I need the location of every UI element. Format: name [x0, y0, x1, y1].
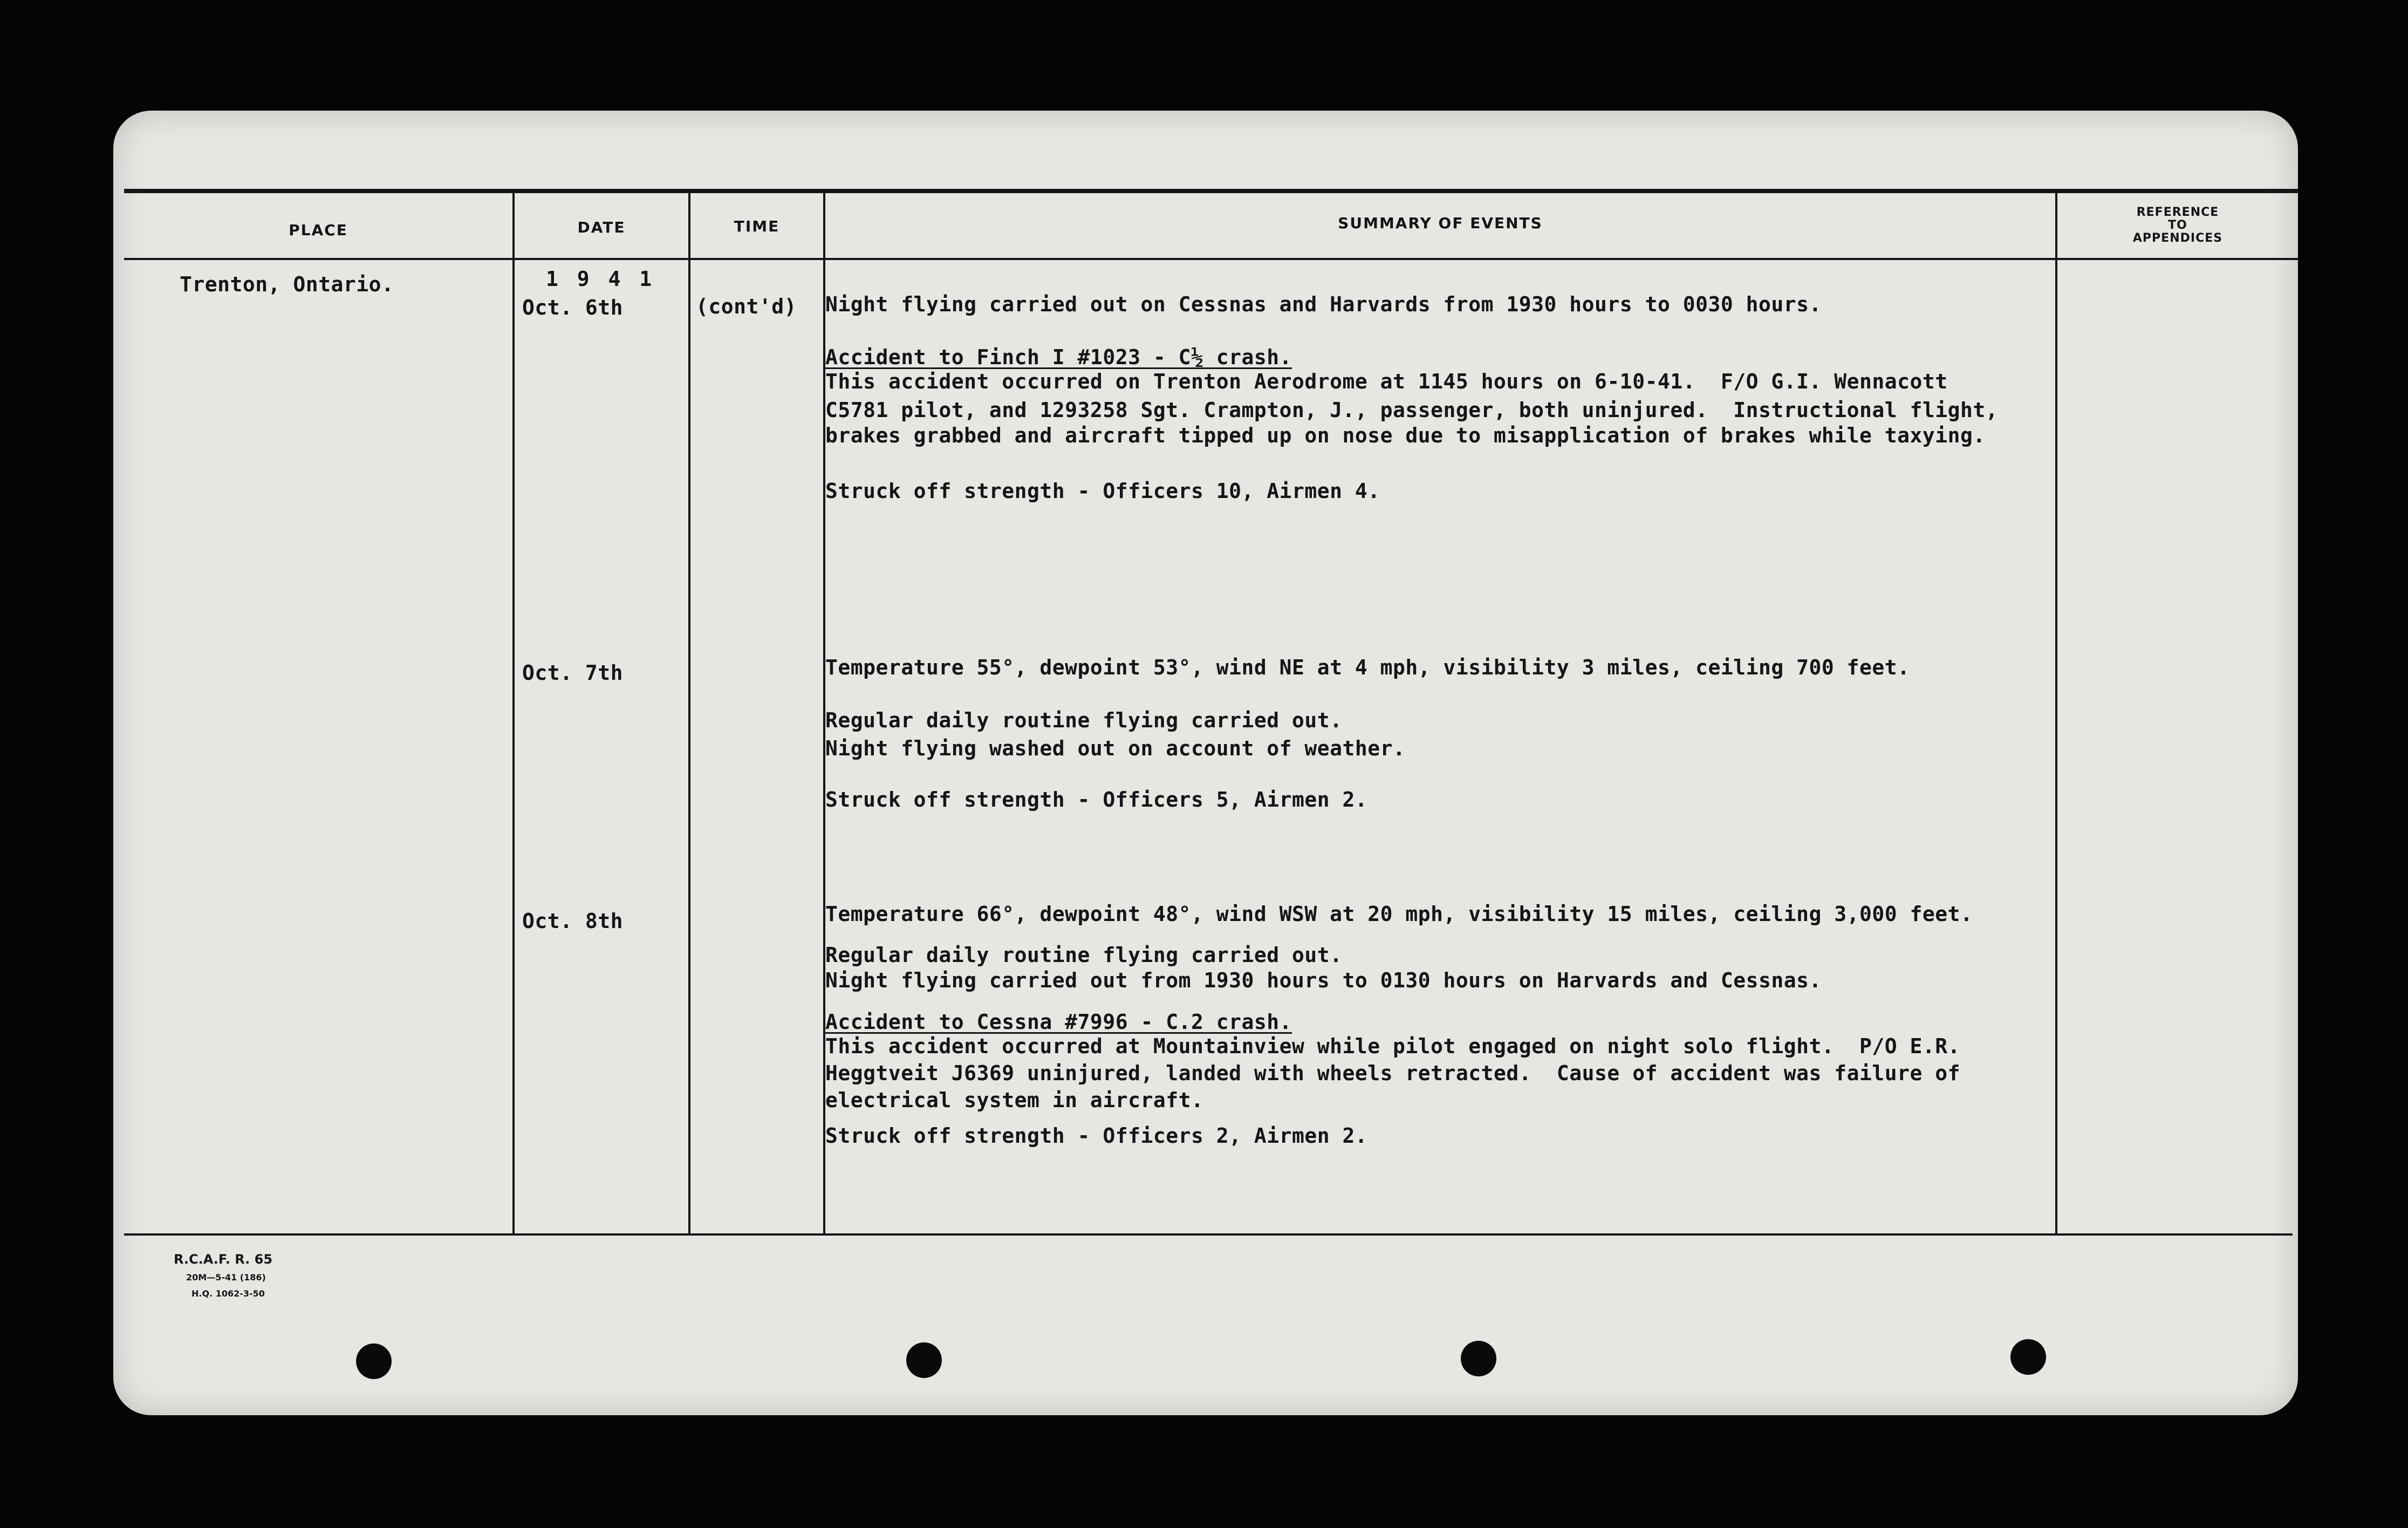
binder-hole	[906, 1342, 942, 1378]
top-rule	[124, 189, 2298, 193]
struck-off-line: Struck off strength - Officers 2, Airmen 2.	[825, 1124, 1368, 1148]
header-rule	[124, 258, 2298, 260]
header-date: DATE	[577, 219, 626, 236]
summary-line: Night flying carried out on Cessnas and Harvards from 1930 hours to 0030 hours.	[825, 292, 1822, 316]
date-oct-6: Oct. 6th	[522, 296, 624, 319]
binder-hole	[356, 1343, 392, 1379]
col-divider-summary	[2055, 192, 2057, 1236]
header-time: TIME	[734, 217, 780, 235]
summary-line: Night flying carried out from 1930 hours to 0130 hours on Harvards and Cessnas.	[825, 968, 1822, 992]
summary-line: This accident occurred at Mountainview while pilot engaged on night solo flight. P/O E.R.	[825, 1034, 1961, 1058]
summary-line: brakes grabbed and aircraft tipped up on nose due to misapplication of brakes while taxying.	[825, 424, 1986, 447]
accident-heading: Accident to Finch I #1023 - C½ crash.	[825, 345, 1292, 369]
summary-line: C5781 pilot, and 1293258 Sgt. Crampton, J., passenger, both uninjured. Instructional flight,	[825, 398, 1999, 422]
form-number: R.C.A.F. R. 65	[174, 1252, 273, 1267]
header-summary: SUMMARY OF EVENTS	[1338, 214, 1543, 232]
year-cell: 1 9 4 1	[546, 267, 655, 291]
place-cell: Trenton, Ontario.	[180, 272, 394, 296]
header-reference-line-1: REFERENCE	[2136, 206, 2219, 219]
form-hq-ref: H.Q. 1062-3-50	[191, 1288, 265, 1299]
summary-line: This accident occurred on Trenton Aerodrome at 1145 hours on 6-10-41. F/O G.I. Wennacott	[825, 370, 1948, 393]
binder-hole	[2010, 1339, 2046, 1375]
struck-off-line: Struck off strength - Officers 5, Airmen 2.	[825, 788, 1368, 811]
summary-line: electrical system in aircraft.	[825, 1088, 1204, 1112]
summary-line: Temperature 55°, dewpoint 53°, wind NE at 4 mph, visibility 3 miles, ceiling 700 feet.	[825, 656, 1910, 679]
time-contd: (cont'd)	[696, 295, 797, 318]
summary-line: Regular daily routine flying carried out.	[825, 708, 1343, 732]
date-oct-8: Oct. 8th	[522, 909, 624, 933]
col-divider-place	[512, 192, 515, 1236]
header-reference-line-3: APPENDICES	[2132, 231, 2223, 245]
summary-line: Night flying washed out on account of weather.	[825, 736, 1406, 760]
binder-hole	[1461, 1341, 1496, 1376]
header-place: PLACE	[289, 221, 348, 239]
summary-line: Heggtveit J6369 uninjured, landed with wheels retracted. Cause of accident was failure of	[825, 1061, 1961, 1085]
col-divider-date	[688, 192, 690, 1236]
summary-line: Regular daily routine flying carried out.	[825, 943, 1343, 967]
bottom-rule	[124, 1233, 2293, 1236]
struck-off-line: Struck off strength - Officers 10, Airmen 4.	[825, 479, 1380, 503]
date-oct-7: Oct. 7th	[522, 661, 624, 685]
header-reference	[2057, 206, 2298, 245]
summary-line: Temperature 66°, dewpoint 48°, wind WSW at 20 mph, visibility 15 miles, ceiling 3,000 feet.	[825, 902, 1973, 926]
accident-heading: Accident to Cessna #7996 - C.2 crash.	[825, 1010, 1292, 1034]
header-reference-line-2: TO	[2168, 219, 2187, 232]
form-print-run: 20M—5-41 (186)	[186, 1272, 266, 1283]
